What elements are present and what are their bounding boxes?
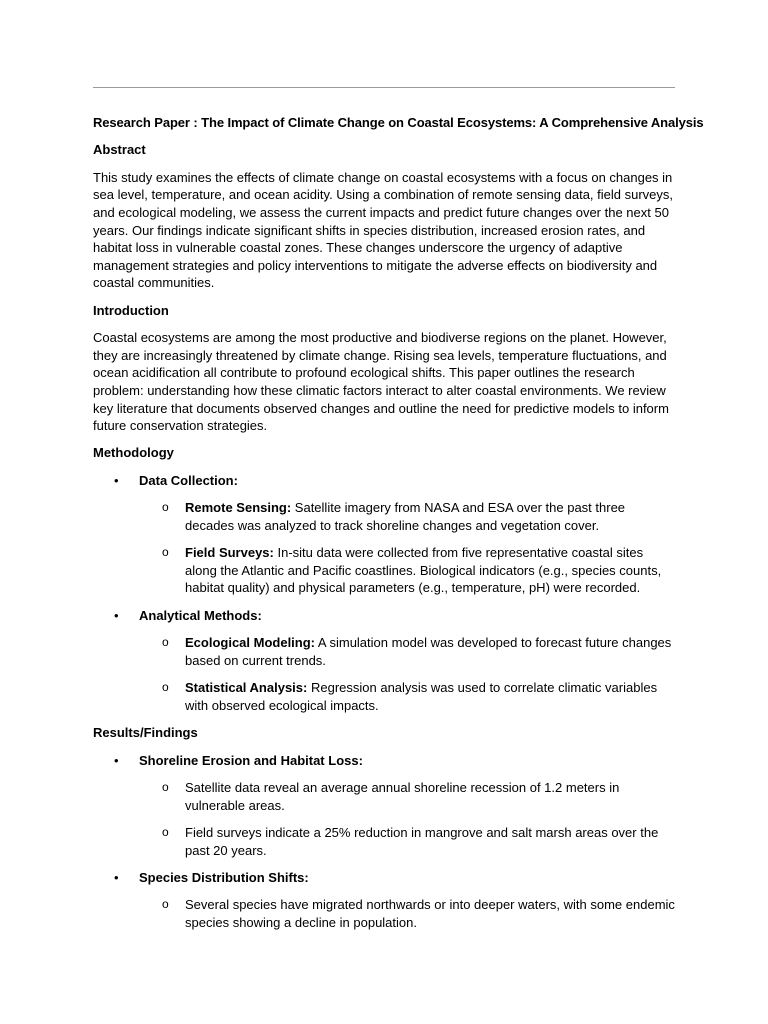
sub-bullet-icon: o xyxy=(162,779,169,794)
list-item-text: Satellite imagery from NASA and ESA over the past three decades was analyzed to track shoreline changes and vegetation cover. xyxy=(185,500,626,533)
list-item-label: Analytical Methods: xyxy=(139,607,262,623)
list-item-text: A simulation model was developed to forecast future changes based on current trends. xyxy=(185,635,672,668)
list-item-data-collection xyxy=(93,472,675,490)
list-item-term: Statistical Analysis: xyxy=(185,680,308,696)
abstract-heading: Abstract xyxy=(93,142,146,158)
sub-bullet-icon: o xyxy=(162,545,169,560)
introduction-heading: Introduction xyxy=(93,302,169,318)
list-item-term: Remote Sensing: xyxy=(185,500,292,516)
list-item-text: Field surveys indicate a 25% reduction in mangrove and salt marsh areas over the past 20 years. xyxy=(185,824,659,858)
sub-bullet-icon: o xyxy=(162,635,169,650)
list-item-label: Species Distribution Shifts: xyxy=(139,869,309,885)
list-item-species-migration xyxy=(93,896,675,931)
bullet-icon: • xyxy=(114,752,119,768)
list-item-statistical-analysis xyxy=(93,679,675,714)
sub-bullet-icon: o xyxy=(162,680,169,695)
bullet-icon: • xyxy=(114,869,119,885)
bullet-icon: • xyxy=(114,607,119,623)
list-item-label: Data Collection: xyxy=(139,472,238,488)
list-item-remote-sensing xyxy=(93,499,675,534)
list-item-text: Satellite data reveal an average annual shoreline recession of 1.2 meters in vulnerable areas. xyxy=(185,779,620,813)
list-item-ecological-modeling xyxy=(93,634,675,669)
results-heading: Results/Findings xyxy=(93,725,198,741)
header-rule xyxy=(93,87,675,88)
paper-title: Research Paper : The Impact of Climate Change on Coastal Ecosystems: A Comprehensive Analysis xyxy=(93,115,704,130)
list-item-analytical-methods xyxy=(93,607,675,625)
abstract-text: This study examines the effects of climate change on coastal ecosystems with a focus on changes in sea level, temperature, and ocean acidity. Using a combination of remote sensing data, field surveys, and ecological modeling, we assess the current impacts and predict future changes over the next 50 years. Our findings indicate significant shifts in species distribution, increased erosion rates, and habitat loss in vulnerable coastal zones. These changes underscore the urgency of adaptive management strategies and policy interventions to mitigate the adverse effects on biodiversity and coastal communities. xyxy=(93,169,674,291)
sub-bullet-icon: o xyxy=(162,500,169,515)
list-item-term: Field Surveys: xyxy=(185,545,274,561)
list-item-field-surveys-result xyxy=(93,824,675,859)
list-item-term: Ecological Modeling: xyxy=(185,635,316,651)
methodology-heading: Methodology xyxy=(93,445,174,461)
list-item-satellite-data xyxy=(93,779,675,814)
list-item-species xyxy=(93,869,675,887)
list-item-text: Regression analysis was used to correlate climatic variables with observed ecological impacts. xyxy=(185,680,658,713)
list-item-text: In-situ data were collected from five representative coastal sites along the Atlantic and Pacific coastlines. Biological indicators (e.g., species counts, habitat quality) and physical parameters (e.g., temperature, pH) were recorded. xyxy=(185,545,662,596)
sub-bullet-icon: o xyxy=(162,824,169,839)
list-item-field-surveys xyxy=(93,544,675,597)
list-item-label: Shoreline Erosion and Habitat Loss: xyxy=(139,752,363,768)
introduction-text: Coastal ecosystems are among the most productive and biodiverse regions on the planet. However, they are increasingly threatened by climate change. Rising sea levels, temperature fluctuations, and ocean acidification all contribute to profound ecological shifts. This paper outlines the research problem: understanding how these climatic factors interact to alter coastal environments. We review key literature that documents observed changes and outline the need for predictive models to inform future conservation strategies. xyxy=(93,330,669,434)
list-item-shoreline xyxy=(93,752,675,770)
sub-bullet-icon: o xyxy=(162,897,169,912)
bullet-icon: • xyxy=(114,472,119,488)
document-body xyxy=(93,114,704,941)
list-item-text: Several species have migrated northwards or into deeper waters, with some endemic species showing a decline in population. xyxy=(185,897,675,930)
